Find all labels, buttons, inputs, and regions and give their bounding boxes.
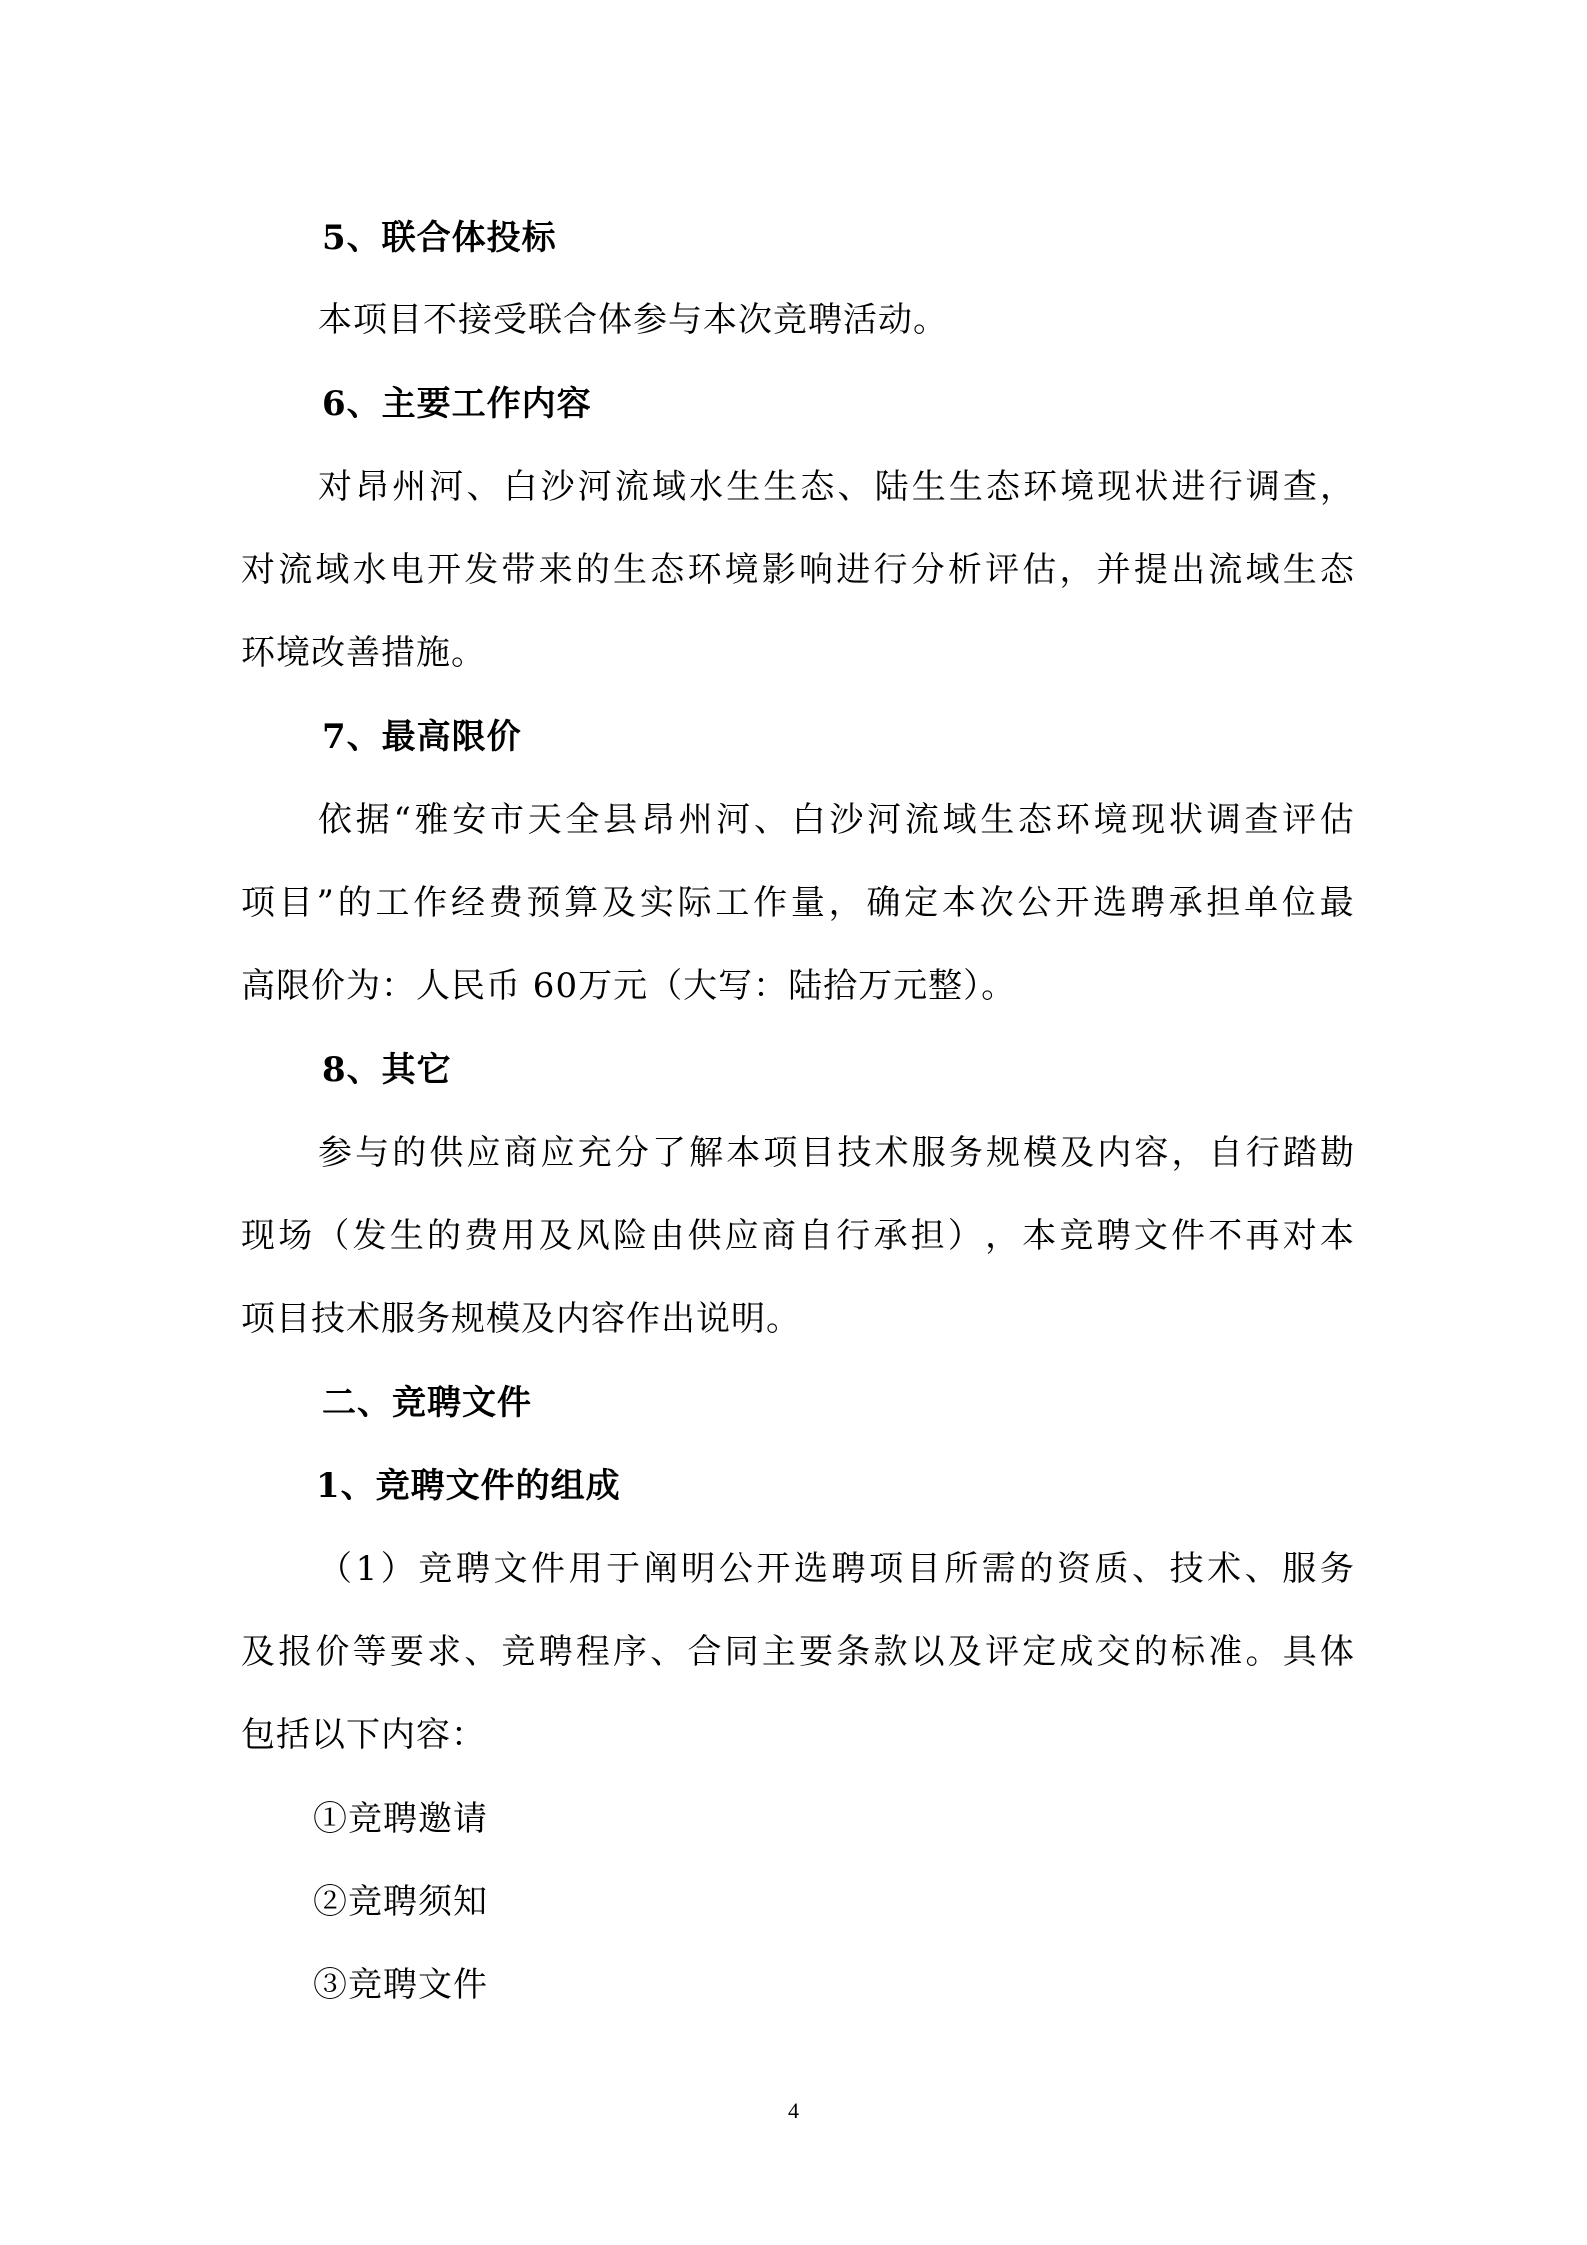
section-heading-other: 8、其它	[322, 1050, 452, 1090]
section-heading-main-work: 6、主要工作内容	[322, 384, 592, 424]
paragraph-line: 项 目 ” 的 工 作 经 费 预 算 及 实 际 工 作 量 ， 确 定 本 次 公 开 选 聘 承 担 单 位 最	[241, 883, 1354, 923]
paragraph-line: 参 与 的 供 应 商 应 充 分 了 解 本 项 目 技 术 服 务 规 模 及 内 容 ， 自 行 踏 勘	[318, 1133, 1354, 1173]
section-heading-composition: 1、竞聘文件的组成	[316, 1466, 621, 1506]
list-item: ③竞聘文件	[313, 1965, 488, 2005]
paragraph-line: 包括以下内容：	[241, 1715, 486, 1755]
paragraph-line: 对 流 域 水 电 开 发 带 来 的 生 态 环 境 影 响 进 行 分 析 评 估 ， 并 提 出 流 域 生 态	[241, 550, 1354, 590]
paragraph-line: 项目技术服务规模及内容作出说明。	[241, 1299, 801, 1339]
paragraph-line: 现 场 （ 发 生 的 费 用 及 风 险 由 供 应 商 自 行 承 担 ） ， 本 竞 聘 文 件 不 再 对 本	[241, 1216, 1354, 1256]
list-item: ②竞聘须知	[313, 1882, 488, 1922]
paragraph-line: 对 昂 州 河 、 白 沙 河 流 域 水 生 生 态 、 陆 生 生 态 环 境 现 状 进 行 调 查 ，	[318, 467, 1354, 507]
page-number: 4	[788, 2098, 799, 2123]
paragraph-line: 环境改善措施。	[241, 633, 486, 673]
paragraph-line: 本项目不接受联合体参与本次竞聘活动。	[318, 300, 948, 340]
paragraph-line: （ 1 ） 竞 聘 文 件 用 于 阐 明 公 开 选 聘 项 目 所 需 的 资 质 、 技 术 、 服 务	[318, 1549, 1354, 1589]
section-heading-price-cap: 7、最高限价	[322, 717, 522, 757]
paragraph-line: 依 据 “ 雅 安 市 天 全 县 昂 州 河 、 白 沙 河 流 域 生 态 环 境 现 状 调 查 评 估	[318, 800, 1354, 840]
paragraph-line: 及 报 价 等 要 求 、 竞 聘 程 序 、 合 同 主 要 条 款 以 及 评 定 成 交 的 标 准 。 具 体	[241, 1632, 1354, 1672]
paragraph-line: 高限价为：人民币 60万元（大写：陆拾万元整）。	[241, 966, 1017, 1006]
section-heading-consortium-bid: 5、联合体投标	[322, 218, 557, 258]
list-item: ①竞聘邀请	[313, 1799, 488, 1839]
chapter-heading-bid-documents: 二、竞聘文件	[322, 1383, 532, 1423]
